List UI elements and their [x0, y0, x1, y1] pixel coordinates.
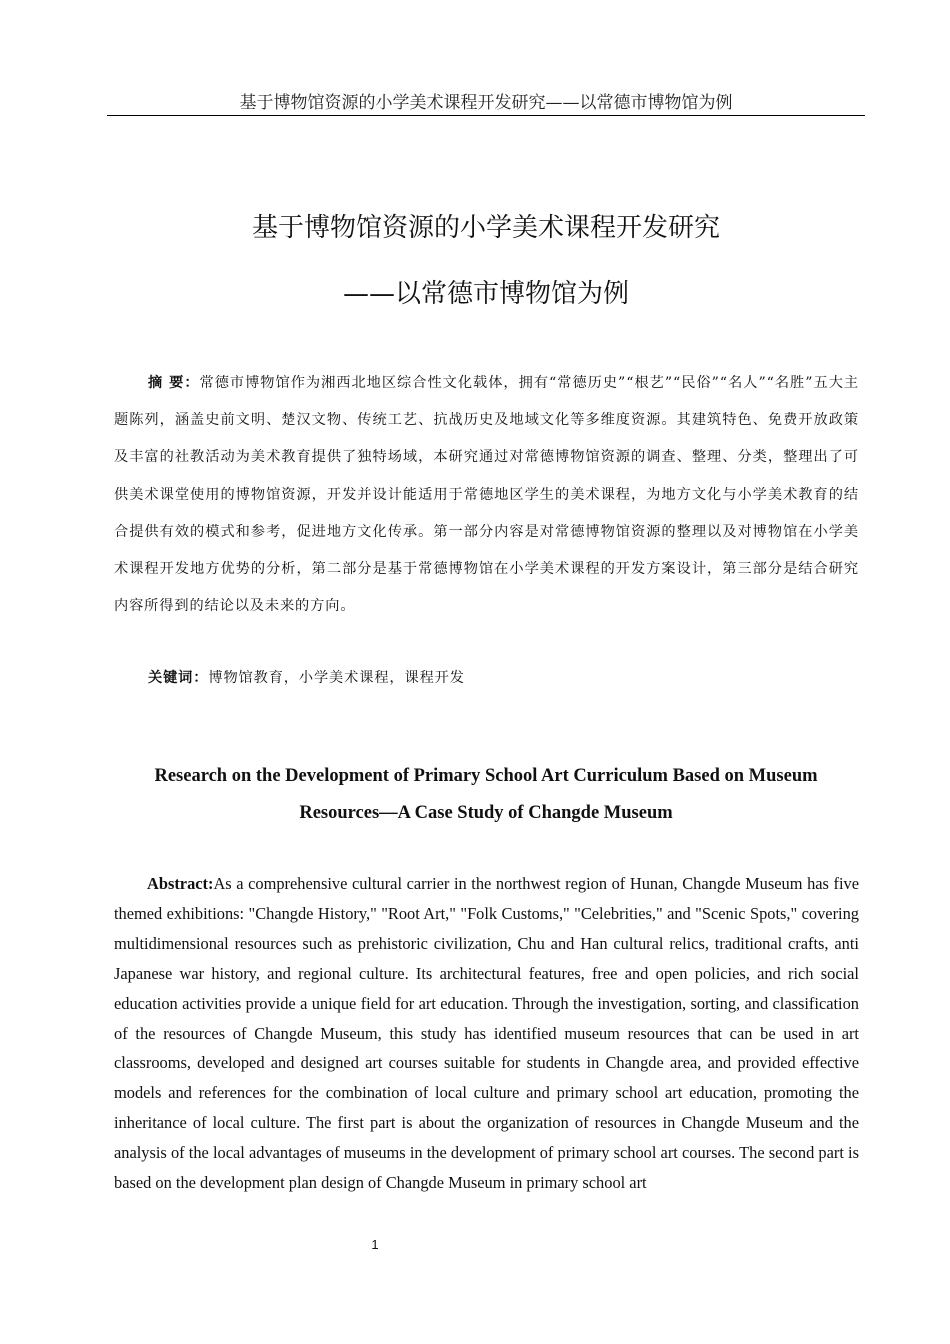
english-title-line1: Research on the Development of Primary School Art Curriculum Based on Museum: [154, 766, 818, 786]
chinese-keywords-text: 博物馆教育，小学美术课程，课程开发: [208, 670, 465, 686]
chinese-title: 基于博物馆资源的小学美术课程开发研究: [251, 213, 720, 243]
chinese-keywords: [114, 661, 859, 695]
running-header: 基于博物馆资源的小学美术课程开发研究——以常德市博物馆为例: [239, 93, 733, 113]
english-abstract: [114, 869, 859, 1198]
chinese-abstract: [114, 365, 859, 625]
chinese-abstract-text: 常德市博物馆作为湘西北地区综合性文化载体，拥有“常德历史”“根艺”“民俗”“名人”“名胜”五大主题陈列，涵盖史前文明、楚汉文物、传统工艺、抗战历史及地域文化等多维度资源。其建筑特色、免费开放政策及丰富的社教活动为美术教育提供了独特场域，本研究通过对常德博物馆资源的调查、整理、分类，整理出了可供美术课堂使用的博物馆资源，开发并设计能适用于常德地区学生的美术课程，为地方文化与小学美术教育的结合提供有效的模式和参考，促进地方文化传承。第一部分内容是对常德博物馆资源的整理以及对博物馆在小学美术课程开发地方优势的分析，第二部分是基于常德博物馆在小学美术课程的开发方案设计，第三部分是结合研究内容所得到的结论以及未来的方向。: [114, 375, 859, 615]
chinese-keywords-label: 关键词：: [148, 670, 209, 686]
english-abstract-label: Abstract:: [147, 874, 214, 893]
page-number: 1: [371, 1237, 379, 1252]
english-title-line2: Resources—A Case Study of Changde Museum: [299, 803, 673, 823]
english-abstract-text: As a comprehensive cultural carrier in the northwest region of Hunan, Changde Museum has five themed exhibitions: "Changde History," "Root Art," "Folk Customs," "Celebrities," and "Scenic Spots," covering multidimensional resources such as prehistoric civilization, Chu and Han cultural relics, traditional crafts, anti Japanese war history, and regional culture. Its architectural features, free and open policies, and rich social education activities provide a unique field for art education. Through the investigation, sorting, and classification of the resources of Changde Museum, this study has identified museum resources that can be used in art classrooms, developed and designed art courses suitable for students in Changde area, and provided effective models and references for the combination of local culture and primary school art education, promoting the inheritance of local culture. The first part is about the organization of resources in Changde Museum and the analysis of the local advantages of museums in the development of primary school art courses. The second part is based on the development plan design of Changde Museum in primary school art: [114, 874, 859, 1193]
header-rule: [107, 115, 865, 116]
chinese-abstract-label: 摘 要：: [148, 375, 200, 391]
chinese-subtitle: ——以常德市博物馆为例: [342, 279, 629, 309]
